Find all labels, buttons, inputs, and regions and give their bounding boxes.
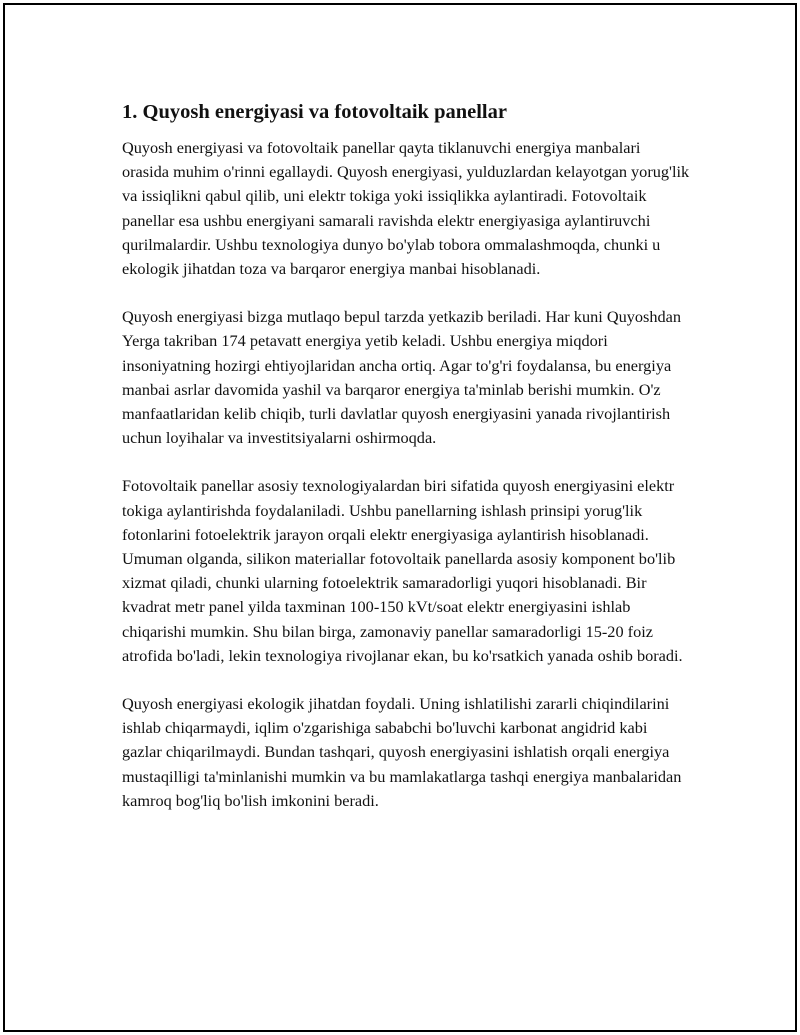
paragraph-photovoltaic: Fotovoltaik panellar asosiy texnologiyalardan biri sifatida quyosh energiyasini elektr tokiga aylantirishda foydalaniladi. Ushbu panellarning ishlash prinsipi yorug'lik fotonlarini fotoelektrik jarayon orqali elektr energiyasiga aylantirish hisoblanadi. Umuman olganda, silikon materiallar fotovoltaik panellarda asosiy komponent bo'lib xizmat qiladi, chunki ularning fotoelektrik samaradorligi yuqori hisoblanadi. Bir kvadrat metr panel yilda taxminan 100-150 kVt/soat elektr energiyasini ishlab chiqarishi mumkin. Shu bilan birga, zamonaviy panellar samaradorligi 15-20 foiz atrofida bo'ladi, lekin texnologiya rivojlanar ekan, bu ko'rsatkich yanada oshib boradi. bbox=[122, 476, 683, 665]
section-heading: 1. Quyosh energiyasi va fotovoltaik panellar bbox=[122, 101, 507, 123]
paragraph-solar-supply: Quyosh energiyasi bizga mutlaqo bepul tarzda yetkazib beriladi. Har kuni Quyoshdan Yerga takriban 174 petavatt energiya yetib keladi. Ushbu energiya miqdori insoniyatning hozirgi ehtiyojlaridan ancha ortiq. Agar to'g'ri foydalansa, bu energiya manbai asrlar davomida yashil va barqaror energiya ta'minlab berishi mumkin. O'z manfaatlaridan kelib chiqib, turli davlatlar quyosh energiyasini yanada rivojlantirish uchun loyihalar va investitsiyalarni oshirmoqda. bbox=[122, 307, 681, 448]
document-body bbox=[120, 98, 690, 813]
page-frame bbox=[3, 3, 797, 1032]
paragraph-intro: Quyosh energiyasi va fotovoltaik panellar qayta tiklanuvchi energiya manbalari orasida muhim o'rinni egallaydi. Quyosh energiyasi, yulduzlardan kelayotgan yorug'lik va issiqlikni qabul qilib, uni elektr tokiga yoki issiqlikka aylantiradi. Fotovoltaik panellar esa ushbu energiyani samarali ravishda elektr energiyasiga aylantiruvchi qurilmalardir. Ushbu texnologiya dunyo bo'ylab tobora ommalashmoqda, chunki u ekologik jihatdan toza va barqaror energiya manbai hisoblanadi. bbox=[122, 138, 690, 279]
paragraph-ecology: Quyosh energiyasi ekologik jihatdan foydali. Uning ishlatilishi zararli chiqindilarini ishlab chiqarmaydi, iqlim o'zgarishiga sababchi bo'luvchi karbonat angidrid kabi gazlar chiqarilmaydi. Bundan tashqari, quyosh energiyasini ishlatish orqali energiya mustaqilligi ta'minlanishi mumkin va bu mamlakatlarga tashqi energiya manbalaridan kamroq bog'liq bo'lish imkonini beradi. bbox=[122, 694, 682, 810]
